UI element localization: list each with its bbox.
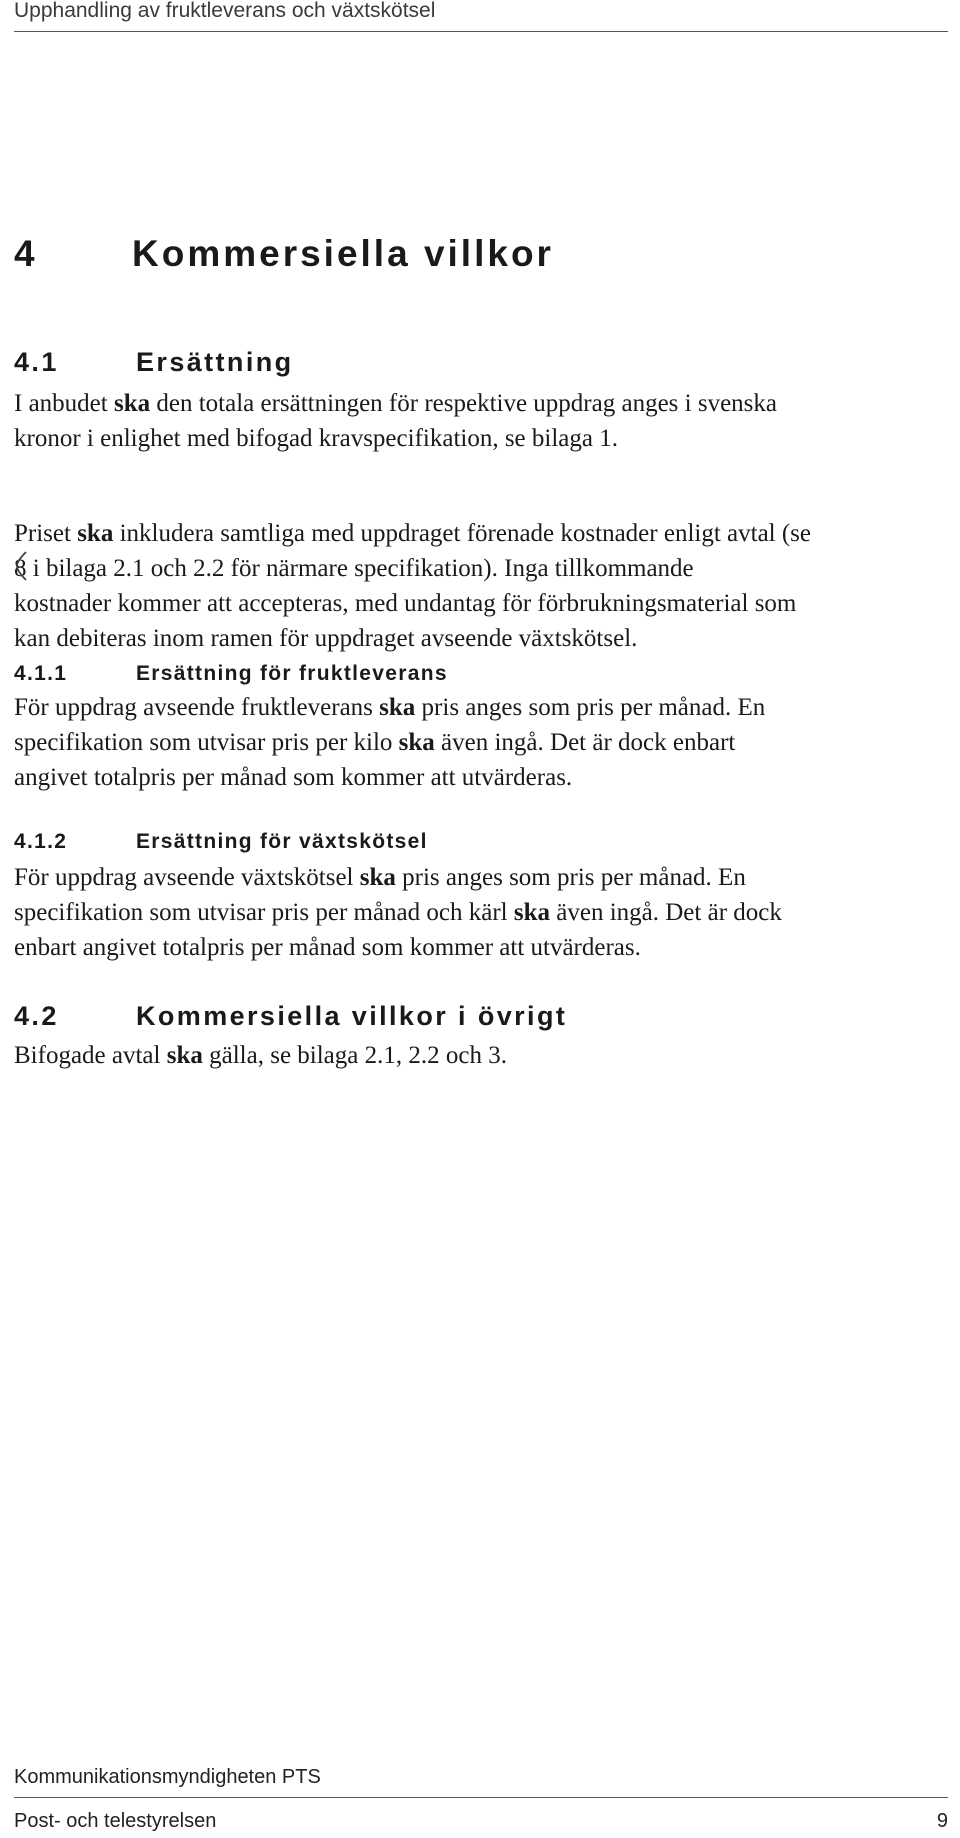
section-title: Kommersiella villkor i övrigt bbox=[136, 1001, 568, 1031]
footer-divider bbox=[14, 1797, 948, 1798]
emphasis-text: ska bbox=[359, 864, 396, 891]
text-run: den totala ersättningen för respektive uppdrag anges i svenska kronor i enlighet med bifogad kravspecifikation, se bilaga 1. bbox=[14, 390, 777, 452]
emphasis-text: ska bbox=[77, 520, 114, 547]
footer-agency: Post- och telestyrelsen bbox=[14, 1810, 217, 1832]
text-run: även ingå. Det är dock enbart angivet totalpris per månad som kommer att utvärderas. bbox=[14, 729, 736, 791]
emphasis-text: ska bbox=[513, 899, 551, 926]
text-run: Priset bbox=[14, 520, 78, 547]
section-number: 4.2 bbox=[14, 1001, 59, 1031]
paragraph-vaxtskotsel bbox=[14, 860, 948, 965]
subsection-title: Ersättning för fruktleverans bbox=[136, 662, 448, 685]
text-run: pris anges som pris per månad. En specifikation som utvisar pris per månad och kärl bbox=[14, 864, 746, 926]
paragraph-avtal bbox=[14, 1038, 948, 1073]
text-run: även ingå. Det är dock enbart angivet totalpris per månad som kommer att utvärderas. bbox=[14, 899, 782, 961]
chapter-number: 4 bbox=[14, 233, 38, 274]
subsection-number: 4.1.1 bbox=[14, 662, 68, 685]
subsection-title: Ersättning för växtskötsel bbox=[136, 830, 428, 853]
emphasis-text: ska bbox=[398, 729, 435, 756]
emphasis-text: ska bbox=[113, 390, 151, 417]
paragraph-fruktleverans bbox=[14, 690, 948, 795]
text-run: Bifogade avtal bbox=[14, 1042, 167, 1069]
text-run: gälla, se bilaga 2.1, 2.2 och 3. bbox=[202, 1042, 507, 1069]
paragraph-priset bbox=[14, 516, 948, 656]
page-header bbox=[14, 0, 948, 32]
header-divider bbox=[14, 31, 948, 32]
page-number: 9 bbox=[936, 1810, 948, 1832]
paragraph-anbud bbox=[14, 386, 948, 456]
section-heading-4-2 bbox=[14, 1000, 567, 1032]
emphasis-text: ska bbox=[166, 1042, 203, 1069]
text-run: För uppdrag avseende fruktleverans bbox=[14, 694, 380, 721]
chapter-title: Kommersiella villkor bbox=[132, 233, 554, 274]
section-number: 4.1 bbox=[14, 347, 59, 377]
section-heading-4-1 bbox=[14, 346, 294, 378]
subsection-heading-4-1-2 bbox=[14, 828, 428, 856]
text-run: För uppdrag avseende växtskötsel bbox=[14, 864, 360, 891]
section-title: Ersättning bbox=[136, 347, 294, 377]
text-run: pris anges som pris per månad. En specifikation som utvisar pris per kilo bbox=[14, 694, 766, 756]
footer-organization: Kommunikationsmyndigheten PTS bbox=[14, 1766, 321, 1788]
emphasis-text: ska bbox=[379, 694, 416, 721]
section-sign-icon bbox=[14, 550, 28, 582]
subsection-number: 4.1.2 bbox=[14, 830, 68, 853]
text-run: I anbudet bbox=[14, 390, 114, 417]
subsection-heading-4-1-1 bbox=[14, 660, 448, 688]
chapter-heading bbox=[14, 232, 554, 276]
header-title: Upphandling av fruktleverans och växtskötsel bbox=[14, 0, 436, 22]
text-run: inkludera samtliga med uppdraget förenade kostnader enligt avtal (se 8 i bilaga 2.1 och 2.2 för närmare specifikation). Inga tillkommande kostnader kommer att accepteras, med undantag för förbrukningsmaterial som kan debiteras inom ramen för uppdraget avseende växtskötsel. bbox=[14, 520, 812, 652]
